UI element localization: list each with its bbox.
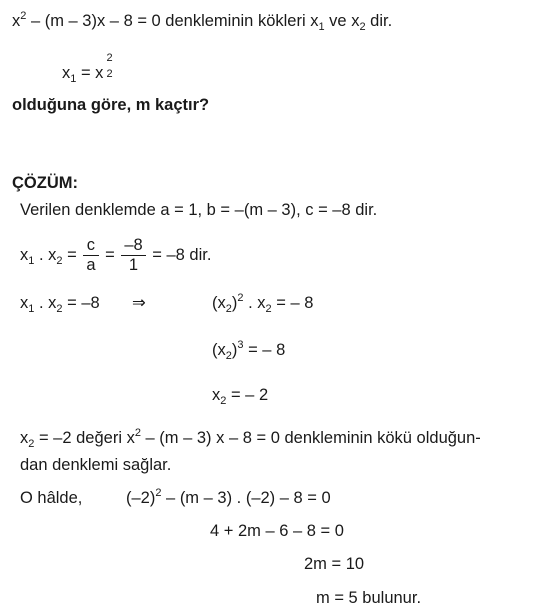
check-value: = –2 değeri x — [34, 429, 135, 447]
condition-subscript: 2 — [106, 68, 113, 80]
step2-close: ) — [231, 341, 238, 359]
product-sub2: 2 — [56, 255, 63, 267]
check-line2: dan denklemi sağlar. — [20, 456, 172, 474]
problem-question: olduğuna göre, m kaçtır? — [12, 96, 210, 114]
eq-and: ve x — [324, 12, 360, 30]
step1-rhs-close: ) — [231, 294, 238, 312]
fraction-minus8-over-1 — [121, 236, 145, 275]
condition-exp-sub — [103, 52, 117, 80]
step3-x: x — [212, 386, 221, 404]
step1-sub1: 1 — [28, 303, 35, 315]
check-exponent: 2 — [134, 427, 141, 439]
final1-rest: – (m – 3) . (–2) – 8 = 0 — [161, 489, 331, 507]
eq-sign: = — [100, 246, 120, 264]
check-sub: 2 — [28, 438, 35, 450]
eq-rest: – (m – 3)x – 8 = 0 denkleminin kökleri x — [26, 12, 319, 30]
product-lhs: x — [20, 246, 29, 264]
step1-dot: . x — [34, 294, 57, 312]
eq-exponent: 2 — [20, 10, 27, 22]
eq-base: x — [12, 12, 21, 30]
fraction-1-denominator: 1 — [128, 256, 139, 275]
condition-lhs: x — [62, 64, 71, 82]
condition-mid: = x — [76, 64, 104, 82]
final-line4: m = 5 bulunur. — [316, 589, 422, 607]
problem-condition — [62, 52, 117, 85]
product-result: = –8 dir. — [147, 246, 212, 264]
product-eq: = — [62, 246, 82, 264]
step1-rhs-dot: . x — [243, 294, 266, 312]
final1-exponent: 2 — [155, 487, 162, 499]
step1-rhs-result: = – 8 — [271, 294, 314, 312]
check-rest: – (m – 3) x – 8 = 0 denkleminin kökü olduğun- — [140, 429, 481, 447]
step3-sub: 2 — [220, 395, 227, 407]
final-line3: 2m = 10 — [304, 555, 365, 573]
final-line1 — [126, 487, 331, 509]
implies-arrow-icon: ⇒ — [132, 294, 146, 312]
check-x: x — [20, 429, 29, 447]
step1-lhs: x — [20, 294, 29, 312]
product-dot: . x — [34, 246, 57, 264]
step1-right — [212, 292, 313, 314]
final-label: O hâlde, — [20, 489, 83, 507]
eq-end: dir. — [365, 12, 393, 30]
step2-exponent: 3 — [237, 339, 244, 351]
step1-rhs-sub2: 2 — [265, 303, 272, 315]
solution-product — [20, 232, 211, 278]
product-sub1: 1 — [28, 255, 35, 267]
step1-rhs-sub: 2 — [225, 303, 232, 315]
fraction-minus8-numerator: –8 — [121, 236, 145, 256]
fraction-c-numerator: c — [83, 236, 98, 256]
step3-result: = – 2 — [226, 386, 269, 404]
step1-rhs-exponent: 2 — [237, 292, 244, 304]
step2-open: (x — [212, 341, 226, 359]
step1-left — [20, 292, 100, 314]
step1-eq: = –8 — [62, 294, 100, 312]
step1-rhs-open: (x — [212, 294, 226, 312]
final-line2: 4 + 2m – 6 – 8 = 0 — [210, 522, 344, 540]
step2 — [212, 339, 285, 361]
step2-sub: 2 — [225, 350, 232, 362]
condition-exponent: 2 — [106, 52, 113, 64]
step3 — [212, 384, 268, 406]
step2-result: = – 8 — [243, 341, 286, 359]
fraction-a-denominator: a — [86, 256, 96, 275]
root1-subscript: 1 — [318, 21, 325, 33]
problem-equation — [12, 10, 392, 32]
step1-sub2: 2 — [56, 303, 63, 315]
check-line1 — [20, 427, 481, 449]
final1-base: (–2) — [126, 489, 156, 507]
root2-subscript: 2 — [359, 21, 366, 33]
condition-lhs-subscript: 1 — [70, 73, 77, 85]
solution-coefficients: Verilen denklemde a = 1, b = –(m – 3), c = –8 dir. — [20, 201, 378, 219]
solution-heading: ÇÖZÜM: — [12, 174, 78, 192]
fraction-c-over-a — [83, 236, 98, 275]
